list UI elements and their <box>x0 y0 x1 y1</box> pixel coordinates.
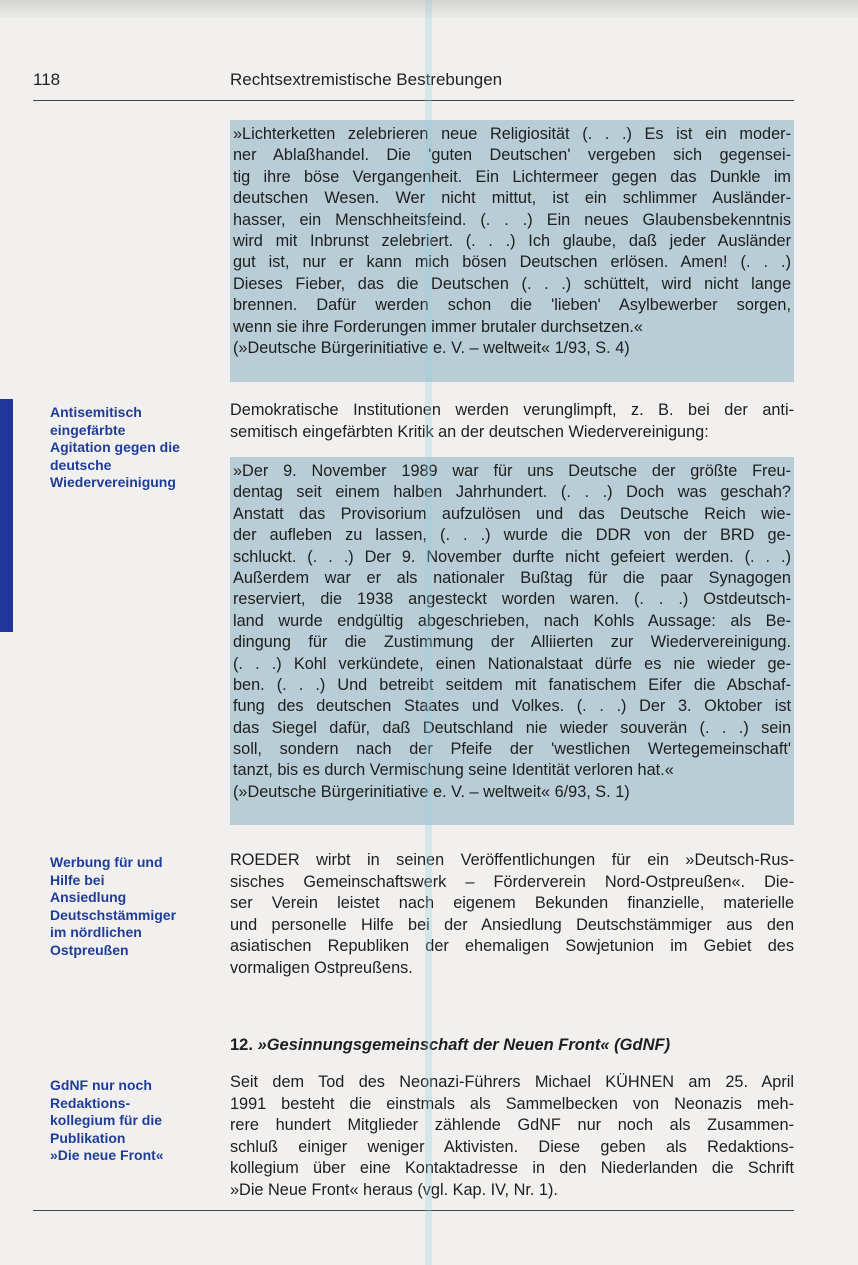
margin-marker-bar <box>0 399 13 632</box>
body-line: asiatischen Republiken der ehemaligen Sowjetunion im Gebiet des <box>230 937 794 956</box>
body-line: schluß einiger weniger Aktivisten. Diese geben als Redaktions- <box>230 1137 794 1156</box>
quote-source: (»Deutsche Bürgerinitiative e. V. – weltweit« 1/93, S. 4) <box>233 338 630 357</box>
quote-line: ner Ablaßhandel. Die 'guten Deutschen' vergeben sich gegensei- <box>233 146 791 165</box>
margin-note-line: Redaktions- <box>50 1094 131 1111</box>
intro-paragraph <box>230 400 794 443</box>
quote-line: tanzt, bis es durch Vermischung seine Identität verloren hat.« <box>233 761 674 780</box>
quote-line: fung des deutschen Staates und Volkes. (. . .) Der 3. Oktober ist <box>233 697 791 716</box>
scan-artifact-line <box>425 0 432 1265</box>
quote-line: wird mit Inbrunst zelebriert. (. . .) Ich glaube, daß jeder Ausländer <box>233 231 791 250</box>
quote-line: Anstatt das Provisorium aufzulösen und das Deutsche Reich wie- <box>233 504 791 523</box>
margin-note-gdnf <box>50 1077 218 1165</box>
quote-line: das Siegel dafür, daß Deutschland nie wieder souverän (. . .) sein <box>233 718 791 737</box>
header-rule <box>33 100 794 101</box>
margin-note-ostpreussen <box>50 854 218 959</box>
quote-line: tig ihre böse Vergangenheit. Ein Lichtermeer gegen das Dunkle im <box>233 167 791 186</box>
margin-note-line: »Die neue Front« <box>50 1147 164 1163</box>
quote-line: ben. (. . .) Und betreibt seitdem mit fanatischem Eifer die Abschaf- <box>233 675 791 694</box>
margin-note-line: Werbung für und <box>50 854 163 870</box>
body-line: rere hundert Mitglieder zählende GdNF nur noch als Zusammen- <box>230 1116 794 1135</box>
body-line: Seit dem Tod des Neonazi-Führers Michael KÜHNEN am 25. April <box>230 1073 794 1091</box>
quote-line: schluckt. (. . .) Der 9. November durfte nicht gefeiert werden. (. . .) <box>233 547 791 566</box>
margin-note-line: GdNF nur noch <box>50 1077 152 1093</box>
section-heading <box>230 1036 800 1055</box>
body-line: »Die Neue Front« heraus (vgl. Kap. IV, Nr. 1). <box>230 1180 558 1199</box>
quote-line: gut ist, nur er kann mich bösen Deutschen erlösen. Amen! (. . .) <box>233 253 791 272</box>
running-title: Rechtsextremistische Bestrebungen <box>230 70 503 89</box>
margin-note-line: Antisemitisch <box>50 404 142 420</box>
body-line: 1991 besteht die einstmals als Sammelbecken von Neonazis meh- <box>230 1094 794 1113</box>
gdnf-paragraph <box>230 1072 794 1202</box>
margin-note-line: Wiedervereinigung <box>50 474 176 490</box>
page-number: 118 <box>33 70 61 89</box>
quote-line: deutschen Wesen. Wer nicht mittut, ist ein schlimmer Ausländer- <box>233 189 791 208</box>
margin-note-line: deutsche <box>50 456 112 473</box>
quote-line: Dieses Fieber, das die Deutschen (. . .) schüttelt, wird nicht lange <box>233 274 791 293</box>
quote-line: dentag seit einem halben Jahrhundert. (. . .) Doch was geschah? <box>233 483 791 502</box>
quote-line: reserviert, die 1938 angesteckt worden waren. (. . .) Ostdeutsch- <box>233 590 791 609</box>
quote-line: wenn sie ihre Forderungen immer brutaler durchsetzen.« <box>233 317 643 336</box>
body-line: semitisch eingefärbten Kritik an der deutschen Wiedervereinigung: <box>230 422 709 441</box>
margin-note-line: Deutschstämmiger <box>50 906 177 923</box>
body-line: und personelle Hilfe bei der Ansiedlung Deutschstämmiger aus den <box>230 915 794 934</box>
margin-note-antisemitic <box>50 404 218 492</box>
margin-note-line: eingefärbte <box>50 421 126 438</box>
quote-block-lichterketten <box>230 120 794 382</box>
section-title: »Gesinnungsgemeinschaft der Neuen Front« (GdNF) <box>257 1036 671 1054</box>
quote-line: »Lichterketten zelebrieren neue Religiosität (. . .) Es ist ein moder- <box>233 125 791 143</box>
quote-line: brennen. Dafür werden schon die 'lieben' Asylbewerber sorgen, <box>233 296 791 315</box>
quote-line: der aufleben zu lassen, (. . .) wurde die DDR von der BRD ge- <box>233 526 791 545</box>
quote-line: soll, sondern nach der Pfeife der 'westlichen Wertegemeinschaft' <box>233 740 791 759</box>
roeder-paragraph <box>230 850 794 980</box>
quote-line: Außerdem war er als nationaler Bußtag für die paar Synagogen <box>233 568 791 587</box>
body-line: sisches Gemeinschaftswerk – Förderverein Nord-Ostpreußen«. Die- <box>230 872 794 891</box>
margin-note-line: Agitation gegen die <box>50 439 180 455</box>
footer-rule <box>33 1210 794 1211</box>
margin-note-line: Ostpreußen <box>50 941 129 958</box>
quote-line: hasser, ein Menschheitsfeind. (. . .) Ein neues Glaubensbekenntnis <box>233 210 791 229</box>
quote-source: (»Deutsche Bürgerinitiative e. V. – weltweit« 6/93, S. 1) <box>233 782 630 801</box>
margin-note-line: Ansiedlung <box>50 889 127 905</box>
body-line: ser Verein leistet nach eigenem Bekunden finanzielle, materielle <box>230 894 794 913</box>
body-line: kollegium über eine Kontaktadresse in den Niederlanden die Schrift <box>230 1159 794 1178</box>
quote-block-november <box>230 457 794 825</box>
body-line: ROEDER wirbt in seinen Veröffentlichungen für ein »Deutsch-Rus- <box>230 851 794 869</box>
quote-line: »Der 9. November 1989 war für uns Deutsche der größte Freu- <box>233 462 791 480</box>
quote-line: land wurde endgültig abgeschrieben, nach Kohls Aussage: als Be- <box>233 611 791 630</box>
body-line: Demokratische Institutionen werden verunglimpft, z. B. bei der anti- <box>230 401 794 419</box>
section-number: 12. <box>230 1036 253 1054</box>
margin-note-line: im nördlichen <box>50 924 142 940</box>
quote-line: dingung für die Zustimmung der Alliierten zur Wiedervereinigung. <box>233 633 791 652</box>
margin-note-line: kollegium für die <box>50 1112 163 1128</box>
body-line: vormaligen Ostpreußens. <box>230 958 413 977</box>
quote-line: (. . .) Kohl verkündete, einen Nationalstaat dürfe es nie wieder ge- <box>233 654 791 673</box>
margin-note-line: Hilfe bei <box>50 871 105 888</box>
margin-note-line: Publikation <box>50 1129 126 1146</box>
